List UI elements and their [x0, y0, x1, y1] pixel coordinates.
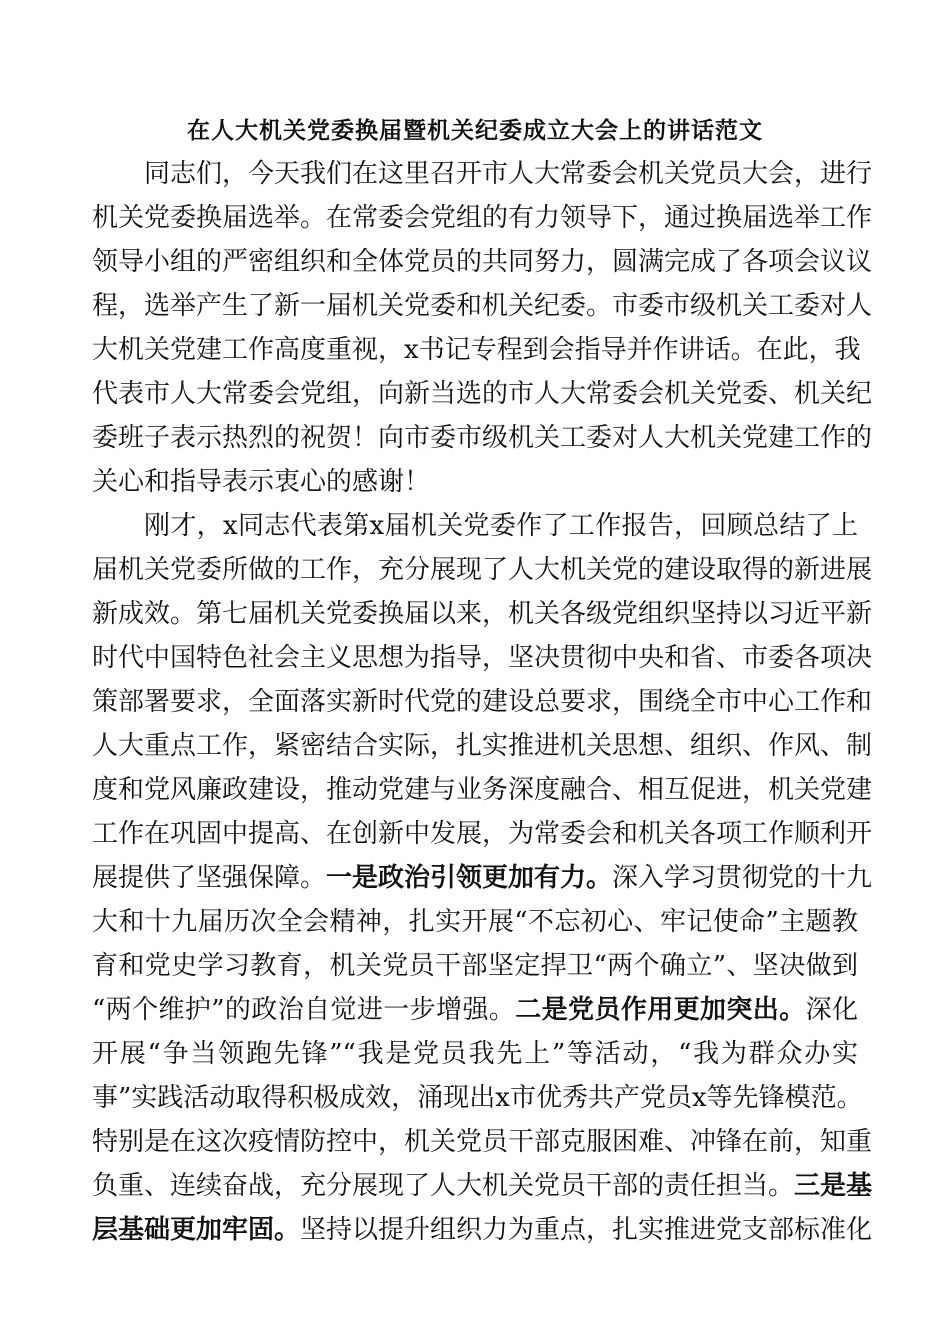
body-text: 大和十九届历次全会精神，扎实开展“不忘初心、牢记使命”主题教: [92, 907, 858, 937]
body-text: 大机关党建工作高度重视，x书记专程到会指导并作讲话。在此，我: [92, 335, 861, 365]
body-text: 刚才，x同志代表第x届机关党委作了工作报告，回顾总结了上: [144, 511, 858, 541]
text-line: [92, 636, 873, 680]
text-line: [92, 1120, 873, 1164]
text-line: [92, 460, 858, 504]
paragraph: [92, 152, 873, 504]
body-text: 深化: [805, 995, 858, 1025]
body-text: 特别是在这次疫情防控中，机关党员干部克服困难、冲锋在前，知重: [92, 1127, 873, 1157]
body-text: “两个维护”的政治自觉进一步增强。: [92, 995, 516, 1025]
body-text: 关心和指导表示衷心的感谢！: [92, 467, 431, 497]
body-text: 育和党史学习教育，机关党员干部坚定捍卫“两个确立”、坚决做到: [92, 951, 858, 981]
bold-heading-text: 层基础更加牢固。: [92, 1215, 301, 1245]
body-text: 届机关党委所做的工作，充分展现了人大机关党的建设取得的新进展: [92, 555, 873, 585]
bold-heading-text: 一是政治引领更加有力。: [326, 863, 613, 893]
document-body: [92, 152, 873, 1252]
text-line: [92, 900, 858, 944]
body-text: 度和党风廉政建设，推动党建与业务深度融合、相互促进，机关党建: [92, 775, 873, 805]
text-line: [92, 504, 858, 548]
text-line: [92, 856, 873, 900]
text-line: [92, 240, 873, 284]
text-line: [92, 812, 873, 856]
text-line: [92, 1076, 863, 1120]
body-text: 领导小组的严密组织和全体党员的共同努力，圆满完成了各项会议议: [92, 247, 873, 277]
body-text: 机关党委换届选举。在常委会党组的有力领导下，通过换届选举工作: [92, 203, 873, 233]
text-line: [92, 1164, 873, 1208]
body-text: 开展“争当领跑先锋”“我是党员我先上”等活动，“我为群众办实: [92, 1039, 858, 1069]
text-line: [92, 328, 861, 372]
text-line: [92, 548, 873, 592]
body-text: 时代中国特色社会主义思想为指导，坚决贯彻中央和省、市委各项决: [92, 643, 873, 673]
body-text: 人大重点工作，紧密结合实际，扎实推进机关思想、组织、作风、制: [92, 731, 873, 761]
body-text: 展提供了坚强保障。: [92, 863, 327, 893]
text-line: [92, 988, 858, 1032]
text-line: [92, 592, 873, 636]
body-text: 深入学习贯彻党的十九: [612, 863, 873, 893]
body-text: 同志们，今天我们在这里召开市人大常委会机关党员大会，进行: [144, 159, 873, 189]
body-text: 新成效。第七届机关党委换届以来，机关各级党组织坚持以习近平新: [92, 599, 873, 629]
bold-heading-text: 二是党员作用更加突出。: [515, 995, 806, 1025]
text-line: [92, 1032, 858, 1076]
text-line: [92, 680, 873, 724]
body-text: 代表市人大常委会党组，向新当选的市人大常委会机关党委、机关纪: [92, 379, 873, 409]
document-title: 在人大机关党委换届暨机关纪委成立大会上的讲话范文: [187, 117, 763, 144]
text-line: [92, 416, 873, 460]
body-text: 工作在巩固中提高、在创新中发展，为常委会和机关各项工作顺利开: [92, 819, 873, 849]
body-text: 委班子表示热烈的祝贺！向市委市级机关工委对人大机关党建工作的: [92, 423, 873, 453]
text-line: [92, 196, 873, 240]
text-line: [92, 944, 858, 988]
body-text: 事”实践活动取得积极成效，涌现出x市优秀共产党员x等先锋模范。: [92, 1083, 863, 1113]
body-text: 程，选举产生了新一届机关党委和机关纪委。市委市级机关工委对人: [92, 291, 873, 321]
body-text: 策部署要求，全面落实新时代党的建设总要求，围绕全市中心工作和: [92, 687, 873, 717]
text-line: [92, 284, 873, 328]
text-line: [92, 152, 873, 196]
text-line: [92, 724, 873, 768]
paragraph: [92, 504, 873, 1252]
bold-heading-text: 三是基: [794, 1171, 873, 1201]
text-line: [92, 1208, 873, 1252]
body-text: 负重、连续奋战，充分展现了人大机关党员干部的责任担当。: [92, 1171, 795, 1201]
text-line: [92, 768, 873, 812]
text-line: [92, 372, 873, 416]
body-text: 坚持以提升组织力为重点，扎实推进党支部标准化: [300, 1215, 873, 1245]
